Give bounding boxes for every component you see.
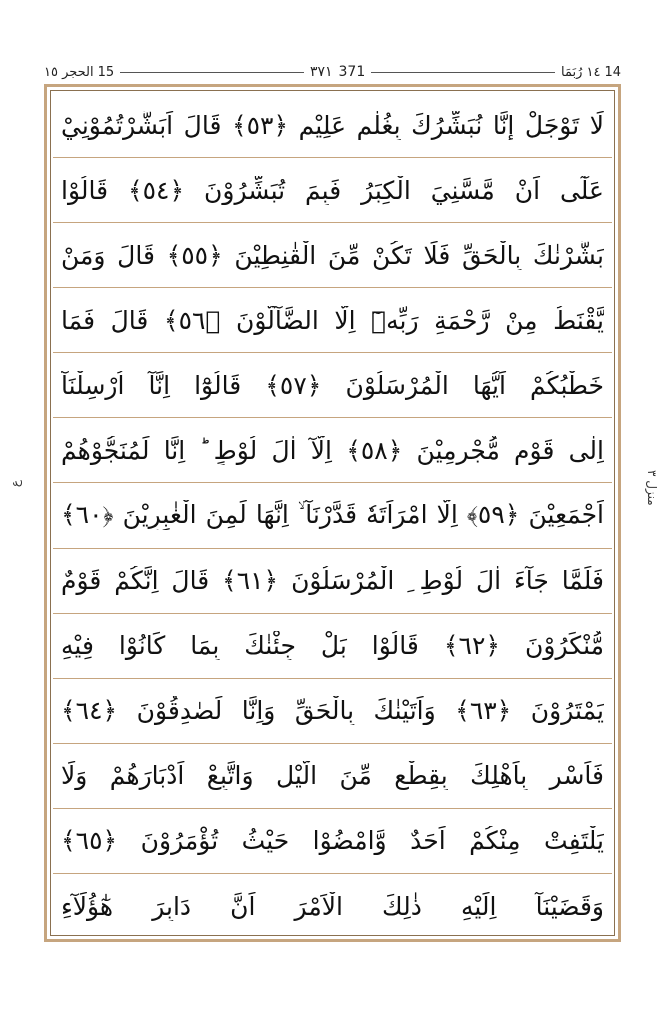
header-rule-right bbox=[371, 72, 555, 73]
text-line bbox=[53, 614, 612, 679]
verse-text: اِلٰى قَوْمٍ مُّجْرِمِيْنَ ﴿٥٨﴾ اِلَّآ اٰلَ لُوْطٍ ؕ اِنَّا لَمُنَجُّوْهُمْ bbox=[61, 435, 604, 465]
text-line bbox=[53, 483, 612, 548]
text-line bbox=[53, 809, 612, 874]
header-rule-left bbox=[120, 72, 304, 73]
verse-text: فَلَمَّا جَآءَ اٰلَ لُوْطِ ِ الْمُرْسَلُوْنَ ﴿٦١﴾ قَالَ اِنَّكُمْ قَوْمٌ bbox=[61, 566, 604, 596]
verse-text: يَّقْنَطُ مِنْ رَّحْمَةِ رَبِّهٖٓ اِلَّا الضَّآلُّوْنَ ﴿٥٦﴾ قَالَ فَمَا bbox=[61, 305, 604, 335]
surah-number: 15 bbox=[97, 64, 115, 80]
verse-text: يَمْتَرُوْنَ ﴿٦٣﴾ وَاَتَيْنٰكَ بِالْحَقِّ وَاِنَّا لَصٰدِقُوْنَ ﴿٦٤﴾ bbox=[61, 696, 604, 726]
verse-text: عَلٰٓى اَنْ مَّسَّنِيَ الْكِبَرُ فَبِمَ تُبَشِّرُوْنَ ﴿٥٤﴾ قَالُوْا bbox=[61, 175, 604, 205]
page-number-latin: 371 bbox=[338, 64, 366, 80]
text-line bbox=[53, 549, 612, 614]
verse-text: وَقَضَيْنَآ اِلَيْهِ ذٰلِكَ الْاَمْرَ اَنَّ دَابِرَ هٰٓؤُلَآءِ bbox=[61, 891, 604, 921]
page-header bbox=[44, 62, 621, 82]
verse-text: بَشَّرْنٰكَ بِالْحَقِّ فَلَا تَكُنْ مِّنَ الْقٰنِطِيْنَ ﴿٥٥﴾ قَالَ وَمَنْ bbox=[61, 240, 604, 270]
surah-indicator bbox=[44, 65, 114, 80]
text-line bbox=[53, 874, 612, 939]
text-line bbox=[53, 353, 612, 418]
juz-indicator bbox=[561, 65, 621, 80]
verse-text: اَجْمَعِيْنَ ﴿٥٩﴾ اِلَّا امْرَاَتَهٗ قَدَّرْنَآ ۙ اِنَّهَا لَمِنَ الْغٰبِرِيْنَ ﴿٦٠﴾ bbox=[61, 500, 604, 530]
page-number bbox=[310, 64, 365, 80]
page-number-arabic: ٣٧١ bbox=[309, 64, 333, 80]
verse-lines bbox=[53, 93, 612, 933]
text-line bbox=[53, 288, 612, 353]
verse-text: لَا تَوْجَلْ إِنَّا نُبَشِّرُكَ بِغُلٰمٍ عَلِيْمٍ ﴿٥٣﴾ قَالَ اَبَشَّرْتُمُوْنِيْ bbox=[61, 110, 604, 140]
juz-label: ١٤ رُبَمَا bbox=[560, 64, 601, 80]
surah-label: الحجر ١٥ bbox=[44, 64, 94, 80]
text-line bbox=[53, 223, 612, 288]
text-line bbox=[53, 418, 612, 483]
verse-text: مُّنْكَرُوْنَ ﴿٦٢﴾ قَالُوْا بَلْ جِئْنٰكَ بِمَا كَانُوْا فِيْهِ bbox=[61, 631, 604, 661]
text-line bbox=[53, 93, 612, 158]
text-line bbox=[53, 679, 612, 744]
juz-number: 14 bbox=[604, 64, 622, 80]
manzil-marker: منزل ٣ bbox=[645, 470, 659, 506]
ruku-marker: ع bbox=[8, 480, 22, 488]
verse-text: خَطْبُكُمْ اَيُّهَا الْمُرْسَلُوْنَ ﴿٥٧﴾ قَالُوْٓا اِنَّآ اُرْسِلْنَآ bbox=[61, 370, 604, 400]
text-line bbox=[53, 158, 612, 223]
text-frame bbox=[44, 84, 621, 942]
text-line bbox=[53, 744, 612, 809]
verse-text: فَاَسْرِ بِاَهْلِكَ بِقِطْعٍ مِّنَ الَّيْلِ وَاتَّبِعْ اَدْبَارَهُمْ وَلَا bbox=[61, 761, 604, 791]
verse-text: يَلْتَفِتْ مِنْكُمْ اَحَدٌ وَّامْضُوْا حَيْثُ تُؤْمَرُوْنَ ﴿٦٥﴾ bbox=[61, 826, 604, 856]
